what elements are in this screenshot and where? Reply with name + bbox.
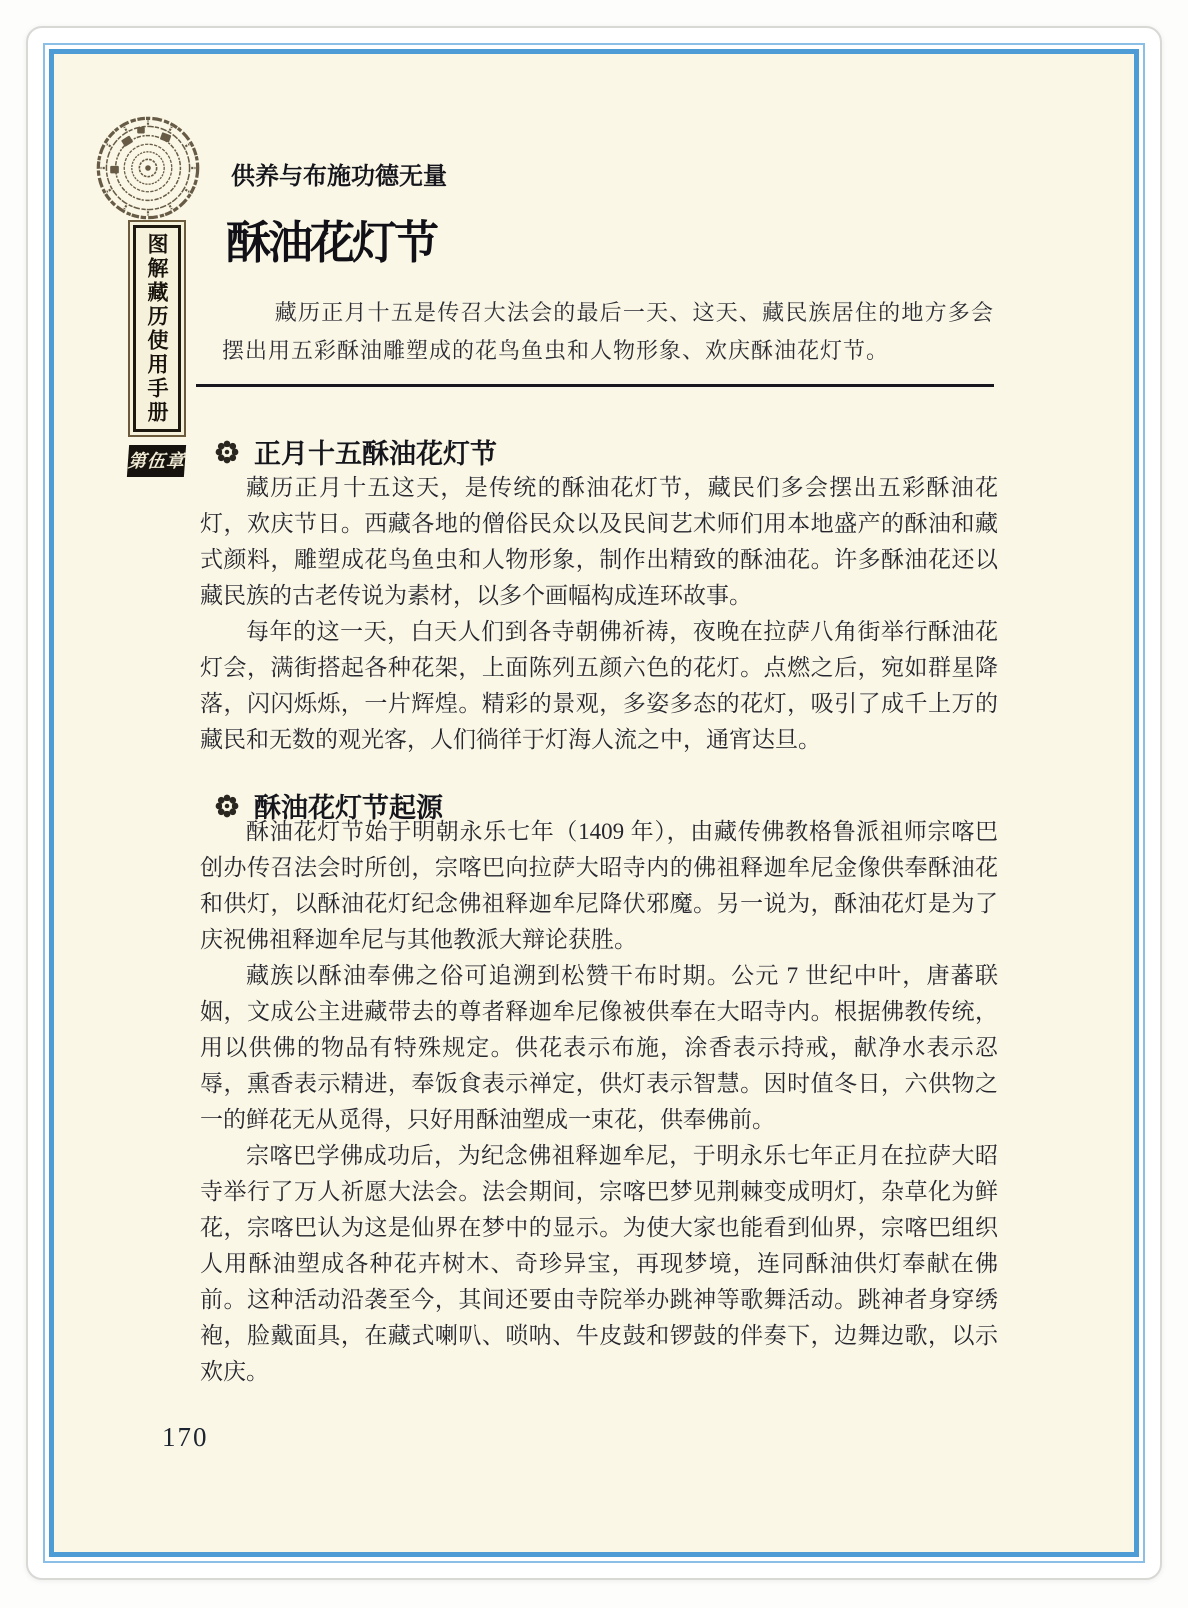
outer-blue-frame <box>43 43 1145 1563</box>
page-number: 170 <box>162 1422 209 1452</box>
section-1-body <box>200 470 998 758</box>
page-title: 酥油花灯节 <box>226 216 437 269</box>
paragraph: 每年的这一天，白天人们到各寺朝佛祈祷，夜晚在拉萨八角街举行酥油花灯会，满街搭起各种花架，上面陈列五颜六色的花灯。点燃之后，宛如群星降落，闪闪烁烁，一片辉煌。精彩的景观，多姿多态的花灯，吸引了成千上万的藏民和无数的观光客，人们徜徉于灯海人流之中，通宵达旦。 <box>200 619 998 752</box>
section-heading-1 <box>214 432 497 471</box>
book-title-vertical: 图解藏历使用手册 <box>145 232 169 425</box>
paragraph: 宗喀巴学佛成功后，为纪念佛祖释迦牟尼，于明永乐七年正月在拉萨大昭寺举行了万人祈愿大法会。法会期间，宗喀巴梦见荆棘变成明灯，杂草化为鲜花，宗喀巴认为这是仙界在梦中的显示。为使大家也能看到仙界，宗喀巴组织人用酥油塑成各种花卉树木、奇珍异宝，再现梦境，连同酥油供灯奉献在佛前。这种活动沿袭至今，其间还要由寺院举办跳神等歌舞活动。跳神者身穿绣袍，脸戴面具，在藏式喇叭、唢呐、牛皮鼓和锣鼓的伴奏下，边舞边歌，以示欢庆。 <box>200 1143 998 1384</box>
paragraph: 藏族以酥油奉佛之俗可追溯到松赞干布时期。公元 7 世纪中叶，唐蕃联姻，文成公主进藏带去的尊者释迦牟尼像被供奉在大昭寺内。根据佛教传统，用以供佛的物品有特殊规定。供花表示布施，涂香表示持戒，献净水表示忍辱，熏香表示精进，奉饭食表示禅定，供灯表示智慧。因时值冬日，六供物之一的鲜花无从觅得，只好用酥油塑成一束花，供奉佛前。 <box>200 963 998 1132</box>
paragraph: 藏历正月十五这天，是传统的酥油花灯节，藏民们多会摆出五彩酥油花灯，欢庆节日。西藏各地的僧俗民众以及民间艺术师们用本地盛产的酥油和藏式颜料，雕塑成花鸟鱼虫和人物形象，制作出精致的酥油花。许多酥油花还以藏民族的古老传说为素材，以多个画幅构成连环故事。 <box>200 475 998 608</box>
paragraph: 酥油花灯节始于明朝永乐七年（1409 年），由藏传佛教格鲁派祖师宗喀巴创办传召法会时所创，宗喀巴向拉萨大昭寺内的佛祖释迦牟尼金像供奉酥油花和供灯，以酥油花灯纪念佛祖释迦牟尼降伏邪魔。另一说为，酥油花灯是为了庆祝佛祖释迦牟尼与其他教派大辩论获胜。 <box>200 819 998 952</box>
page-content <box>54 54 1134 1552</box>
chapter-label: 第伍章 <box>127 445 186 477</box>
inner-blue-frame <box>49 49 1139 1557</box>
tibetan-calendar-seal-icon <box>94 114 202 222</box>
page-card <box>26 26 1162 1580</box>
section-heading-2-text: 酥油花灯节起源 <box>254 793 443 824</box>
section-kicker: 供养与布施功德无量 <box>231 162 447 190</box>
header-divider-rule <box>196 384 994 387</box>
book-spine-title-box <box>128 220 186 437</box>
book-spine-inner-border <box>133 225 181 432</box>
lede-paragraph: 藏历正月十五是传召大法会的最后一天、这天、藏民族居住的地方多会摆出用五彩酥油雕塑成的花鸟鱼虫和人物形象、欢庆酥油花灯节。 <box>222 300 994 363</box>
rosette-flower-icon <box>214 439 240 465</box>
section-heading-1-text: 正月十五酥油花灯节 <box>254 439 497 470</box>
section-2-body <box>200 814 998 1390</box>
